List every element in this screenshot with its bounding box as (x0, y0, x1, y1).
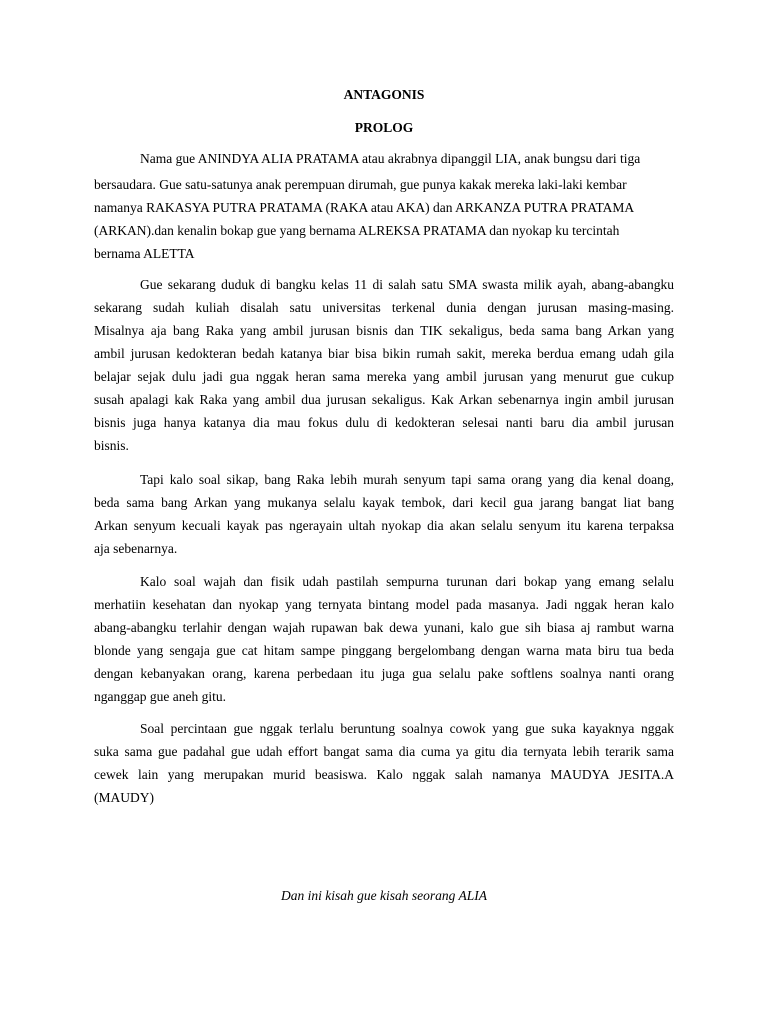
paragraph-line: belajar sejak dulu jadi gua nggak heran sama mereka yang ambil jurusan yang menurut gue cukup (94, 369, 674, 384)
paragraph-line: (ARKAN).dan kenalin bokap gue yang bernama ALREKSA PRATAMA dan nyokap ku tercintah (94, 223, 620, 238)
paragraph-line: aja sebenarnya. (94, 541, 178, 556)
paragraph-line: Soal percintaan gue nggak terlalu beruntung soalnya cowok yang gue suka kayaknya nggak (140, 721, 674, 736)
paragraph-line: cewek lain yang merupakan murid beasiswa. Kalo nggak salah namanya MAUDYA JESITA.A (94, 767, 674, 782)
paragraph-line: merhatiin kesehatan dan nyokap yang ternyata bintang model pada masanya. Jadi nggak heran kalo (94, 597, 674, 612)
paragraph-line: Misalnya aja bang Raka yang ambil jurusan bisnis dan TIK sekaligus, beda sama bang Arkan yang (94, 323, 674, 338)
closing-line: Dan ini kisah gue kisah seorang ALIA (281, 888, 487, 903)
paragraph-line: bisnis. (94, 438, 129, 453)
paragraph-line: susah apalagi kak Raka yang ambil dua jurusan sekaligus. Kak Arkan sebenarnya ingin ambil jurusan (94, 392, 674, 407)
paragraph-line: ambil jurusan kedokteran bedah katanya biar bisa bikin rumah sakit, mereka berdua emang udah gila (94, 346, 674, 361)
document-subtitle: PROLOG (354, 120, 414, 135)
paragraph-line: blonde yang sengaja gue cat hitam sampe pinggang bergelombang dengan warna mata biru tua beda (94, 643, 674, 658)
paragraph-line: nganggap gue aneh gitu. (94, 689, 226, 704)
paragraph-line: Gue sekarang duduk di bangku kelas 11 di salah satu SMA swasta milik ayah, abang-abangku (140, 277, 674, 292)
paragraph-line: namanya RAKASYA PUTRA PRATAMA (RAKA atau AKA) dan ARKANZA PUTRA PRATAMA (94, 200, 635, 215)
paragraph-line: bernama ALETTA (94, 246, 195, 261)
paragraph-line: (MAUDY) (94, 790, 154, 805)
paragraph-line: bersaudara. Gue satu-satunya anak perempuan dirumah, gue punya kakak mereka laki-laki kembar (94, 177, 627, 192)
paragraph-line: beda sama bang Arkan yang mukanya selalu kayak tembok, dari kecil gua jarang bangat liat bang (94, 495, 674, 510)
paragraph-line: dengan kebanyakan orang, karena perbedaan itu juga gua selalu pake softlens soalnya nanti orang (94, 666, 674, 681)
paragraph-line: abang-abangku terlahir dengan wajah rupawan bak dewa yunani, kalo gue sih biasa aj rambut warna (94, 620, 674, 635)
paragraph-line: Nama gue ANINDYA ALIA PRATAMA atau akrabnya dipanggil LIA, anak bungsu dari tiga (140, 151, 641, 166)
paragraph-line: bisnis juga hanya katanya dia mau fokus dulu di kedokteran selesai nanti baru dia ambil jurusan (94, 415, 674, 430)
paragraph-line: Kalo soal wajah dan fisik udah pastilah sempurna turunan dari bokap yang emang selalu (140, 574, 674, 589)
paragraph-line: suka sama gue padahal gue udah effort bangat sama dia cuma ya gitu dia ternyata lebih terarik sama (94, 744, 674, 759)
paragraph-line: Arkan senyum kecuali kayak pas ngerayain ultah nyokap dia akan selalu senyum itu karena terpaksa (94, 518, 674, 533)
paragraph-line: sekarang sudah kuliah disalah satu universitas terkenal dunia dengan jurusan masing-masing. (94, 300, 674, 315)
document-title: ANTAGONIS (343, 87, 425, 102)
paragraph-line: Tapi kalo soal sikap, bang Raka lebih murah senyum tapi sama orang yang dia kenal doang, (140, 472, 674, 487)
